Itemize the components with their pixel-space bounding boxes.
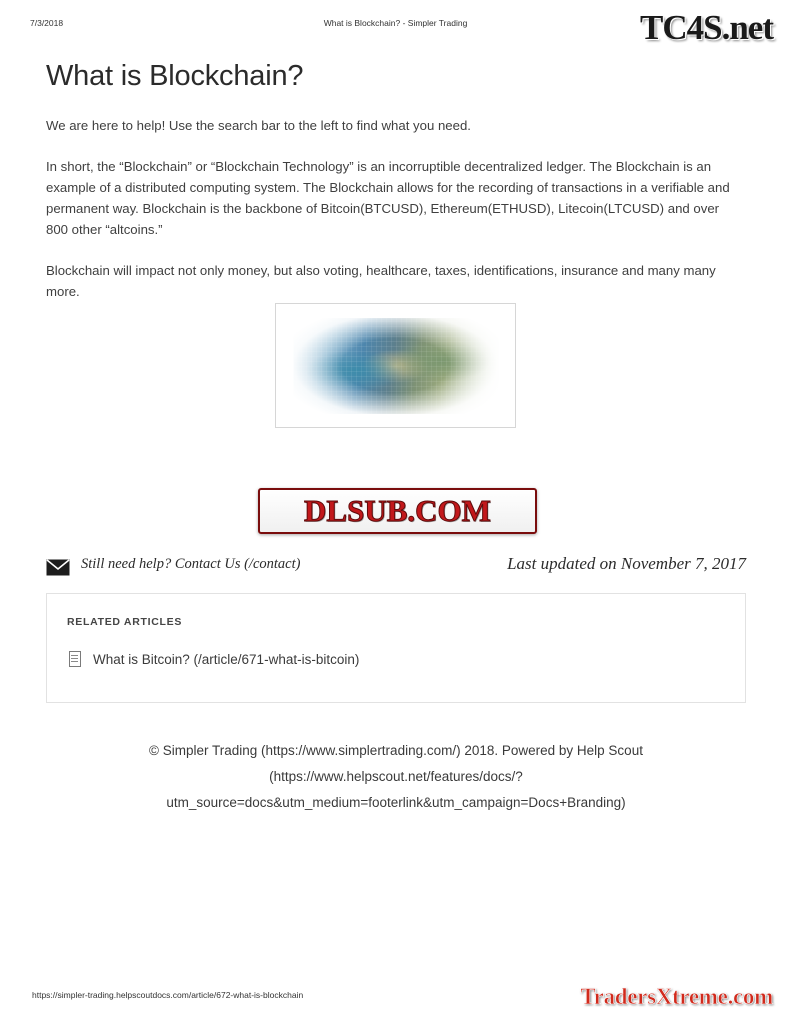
print-page-title: What is Blockchain? - Simpler Trading <box>323 18 468 28</box>
envelope-icon <box>46 559 70 576</box>
footer-line-2: (https://www.helpscout.net/features/docs/? <box>269 769 523 784</box>
article-paragraph-2: In short, the “Blockchain” or “Blockchain Technology” is an incorruptible decentralized ledger. The Blockchain is an example of a distributed computing system. The Blockchain allows for the recording of transactions in a verifiable and permanent way. Blockchain is the backbone of Bitcoin(BTCUSD), Ethereum(ETHUSD), Litecoin(LTCUSD) and over 800 other “altcoins.” <box>46 159 730 237</box>
tc4s-watermark: TC4S.net <box>640 8 773 47</box>
footer-line-3: utm_source=docs&utm_medium=footerlink&utm_campaign=Docs+Branding) <box>166 795 626 810</box>
print-date: 7/3/2018 <box>30 18 64 28</box>
footer <box>46 738 746 816</box>
article-paragraph-1: We are here to help! Use the search bar to the left to find what you need. <box>46 118 471 133</box>
related-article-link[interactable]: What is Bitcoin? (/article/671-what-is-bitcoin) <box>93 652 360 667</box>
contact-us-link[interactable]: Still need help? Contact Us (/contact) <box>81 556 301 572</box>
tradersxtreme-watermark: TradersXtreme.com <box>580 984 773 1009</box>
article-paragraph-3: Blockchain will impact not only money, but also voting, healthcare, taxes, identifications, insurance and many many more. <box>46 263 716 299</box>
article-image <box>275 303 516 428</box>
article-body <box>46 60 746 322</box>
image-fade-overlay <box>276 304 515 427</box>
related-articles-box <box>46 593 746 703</box>
document-icon <box>69 651 83 668</box>
dlsub-watermark-text: DLSUB.COM <box>304 493 491 528</box>
help-row <box>46 556 746 586</box>
page-title: What is Blockchain? <box>46 60 304 92</box>
footer-line-1: © Simpler Trading (https://www.simplertrading.com/) 2018. Powered by Help Scout <box>149 743 643 758</box>
last-updated-text: Last updated on November 7, 2017 <box>507 554 746 573</box>
list-item[interactable] <box>69 651 359 668</box>
print-url: https://simpler-trading.helpscoutdocs.com/article/672-what-is-blockchain <box>32 990 304 1000</box>
dlsub-watermark <box>258 488 537 534</box>
related-articles-heading: RELATED ARTICLES <box>67 616 183 628</box>
